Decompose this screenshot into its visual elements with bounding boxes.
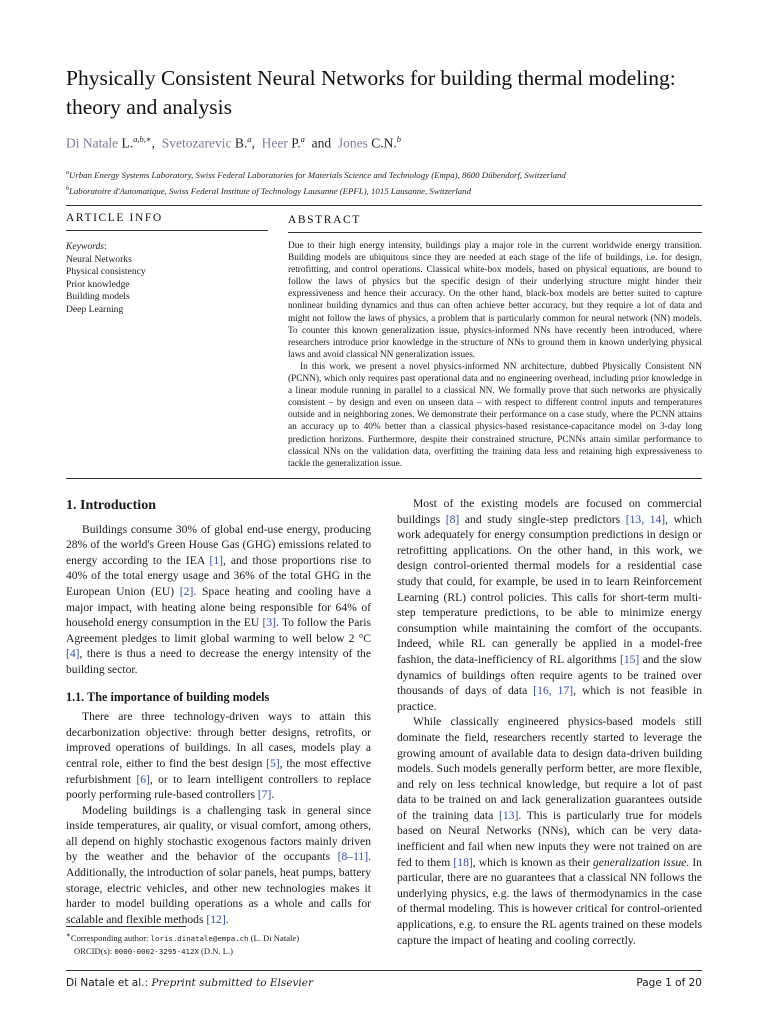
citation-link[interactable]: [6] [136, 772, 150, 786]
text-run: , which work adequately for energy consumption predictions in design or retrofitting applications. On the other hand, in this work, we design control-oriented thermal models for a residential case study that could, for example, be used in to learn Reinforcement Learning (RL) control policies. This calls for short-term multi-step temperature predictions, to be able to minimize energy consumption while maintaining the comfort of the occupants. Indeed, while RL can generally be applied in a model-free fashion, the data-inefficiency of RL algorithms [397, 512, 702, 666]
author-affiliation-mark: b [396, 134, 402, 144]
author-separator: and [304, 135, 338, 151]
keyword-item: Physical consistency [66, 266, 146, 278]
text-run: . Additionally, the introduction of solar panels, heat pumps, battery storage, electric vehicles, and other new technologies makes it harder to model building operations as a whole and calls for scalable and flexible methods [66, 850, 371, 926]
keywords-block: Keywords: Neural Networks Physical consistency Prior knowledge Building models Deep Learning [66, 241, 266, 317]
text-run: , and those proportions rise to 40% of the total energy usage and 36% of the total GHG in the European Union (EU) [66, 553, 371, 598]
abstract-paragraph: Due to their high energy intensity, buildings play a major role in the current worldwide energy transition. Building models are ubiquitous since they are needed at each stage of the life of buildings, i.e. for design, retrofitting, and control operations. Classical white-box models, based on physical equations, are bound to follow the laws of physics but the specific design of their underlying structure might hinder their expressiveness and hence their accuracy. On the other hand, black-box models are better suited to capture nonlinear building dynamics and thus can often achieve better accuracy, but they require a lot of data and might not follow the laws of physics, a problem that is particularly common for neural network (NN) models. To counter this known generalization issue, physics-informed NNs have recently been introduced, where researchers introduce prior knowledge in the structure of NNs to ground them in known underlying physical laws and avoid classical NN generalization issues. [288, 241, 702, 360]
text-run: . Space heating and cooling have a major impact, with heating alone being responsible for 64% of household energy consumption in the EU [66, 584, 371, 630]
author-name: Svetozarevic [161, 135, 235, 151]
keyword-item: Deep Learning [66, 303, 124, 315]
affiliation-line: $^a$Urban Energy Systems Laboratory, Swiss Federal Laboratories for Materials Science and Technology (Empa), 8600 Dübendorf, Switzerland [66, 169, 566, 180]
affiliation-line: $^b$Laboratoire d'Automatique, Swiss Federal Institute of Technology Lausanne (EPFL), 1015 Lausanne, Switzerland [66, 185, 471, 196]
citation-link[interactable]: [18] [453, 855, 473, 869]
article-info-heading: ARTICLE INFO [66, 212, 163, 224]
author-name: Di Natale [66, 135, 122, 151]
corresponding-email[interactable]: loris.dinatale@empa.ch [150, 933, 249, 943]
author-initials: B. [234, 135, 248, 151]
text-run: Modeling buildings is a challenging task in general since inside temperatures, air quality, or visual comfort, among others, all depend on highly stochastic exogenous factors mainly driven by the weather and the behavior of the occupants [66, 803, 371, 864]
text-run: and the slow dynamics of buildings often require agents to be trained over thousands of days of data [397, 652, 702, 698]
text-run: . [271, 788, 275, 802]
text-run: and study single-step predictors [459, 512, 626, 526]
orcid-suffix: (D.N. L.) [198, 945, 234, 956]
author-affiliation-mark: a [247, 134, 252, 144]
keyword-item: Prior knowledge [66, 278, 130, 290]
citation-link[interactable]: [13, 14] [625, 512, 666, 526]
text-run: , the most effective refurbishment [66, 756, 372, 786]
citation-link[interactable]: [12] [206, 912, 226, 926]
footnote-suffix: (L. Di Natale) [248, 932, 300, 943]
author-separator: , [151, 135, 162, 151]
abstract-paragraph: In this work, we present a novel physics-informed NN architecture, dubbed Physically Consistent NN (PCNN), which only requires past operational data and no engineering overhead, including prior knowledge in a linear module running in parallel to a classical NN. We formally prove that such networks are physically consistent – by design and even on unseen data – with respect to different control inputs and temperatures outside and in neighboring zones. We demonstrate their performance on a case study, where the PCNN attains an accuracy up to 40% better than a classical physics-based resistance-capacitance model on 3-day long prediction horizons. Furthermore, despite their constrained structure, PCNNs attain similar performance to classical NNs on the validation data, overfitting the training data less and retaining high expressiveness to tackle the generalization issue. [288, 361, 702, 469]
keyword-item: Neural Networks [66, 253, 132, 265]
header-rule [66, 205, 702, 206]
footnote-label: Corresponding author: [70, 932, 151, 943]
body-paragraph [66, 709, 371, 803]
abstract-rule [288, 232, 702, 233]
author-initials: L. [121, 135, 134, 151]
text-run: Buildings consume 30% of global end-use energy, producing 28% of the world's Green House Gas (GHG) emissions related to energy according to the IEA [66, 522, 371, 567]
text-run: There are three technology-driven ways to attain this decarbonization objective: through better designs, retrofits, or improved operations of buildings. In all cases, models play a central role, either to find the best design [66, 710, 371, 770]
abstract-bottom-rule [66, 478, 702, 479]
page-footer [66, 977, 702, 989]
citation-link[interactable]: [8] [445, 512, 460, 526]
affiliations [66, 166, 706, 198]
body-paragraph [66, 522, 371, 678]
citation-link[interactable]: [13] [498, 808, 519, 822]
body-paragraph [66, 803, 371, 928]
text-run: , which is known as their [472, 855, 593, 869]
author-initials: C.N. [371, 135, 397, 151]
keyword-item: Building models [66, 291, 130, 303]
footnote-mark: ∗ [66, 931, 71, 939]
author-affiliation-mark: a [300, 134, 305, 144]
section-heading: 1. Introduction [66, 498, 156, 513]
article-info-rule [66, 230, 268, 231]
orcid-label: ORCID(s): [74, 945, 115, 956]
page-number: Page 1 of 20 [636, 977, 702, 989]
footnote [66, 929, 371, 958]
footer-journal: Preprint submitted to Elsevier [151, 977, 314, 989]
citation-link[interactable]: [16, 17] [533, 684, 574, 698]
citation-link[interactable]: [8–11] [337, 850, 369, 864]
author-affiliation-mark: a,b,∗ [133, 134, 152, 144]
text-run: , or to learn intelligent controllers to replace poorly performing rule-based controllers [66, 772, 372, 802]
abstract-text [288, 240, 702, 470]
citation-link[interactable]: [5] [266, 756, 280, 770]
text-run: . [225, 912, 229, 926]
paper-title: Physically Consistent Neural Networks for building thermal modeling: theory and analysis [66, 66, 676, 119]
right-column [397, 496, 702, 948]
body-paragraph [397, 714, 702, 948]
text-run: , there is thus a need to decrease the energy intensity of the building sector. [66, 647, 371, 676]
citation-link[interactable]: [4] [66, 647, 80, 661]
citation-link[interactable]: [15] [619, 652, 640, 666]
citation-link[interactable]: [3] [262, 616, 276, 630]
author-name: Heer [261, 135, 292, 151]
text-run: . This is particularly true for models based on Neural Networks (NNs), which can be very data-inefficient and fail when new inputs they were not trained on are fed to them [397, 808, 702, 869]
left-column [66, 498, 371, 927]
author-name: Jones [337, 135, 372, 151]
body-paragraph [397, 496, 702, 714]
author-list [66, 134, 401, 152]
emphasis-text: generalization issue [592, 855, 687, 869]
text-run: . In particular, there are no guarantees that a classical NN follows the underlying physics, e.g. the laws of thermodynamics in the case of thermal modeling. This is however critical for control-oriented applications, e.g. to ensure the RL agents trained on these models capture the impact of heating and cooling correctly. [397, 855, 702, 947]
footer-rule [66, 970, 702, 971]
orcid-id[interactable]: 0000-0002-3295-412X [114, 946, 199, 956]
author-separator: , [251, 135, 262, 151]
text-run: , which is not feasible in practice. [397, 684, 703, 713]
footnote-rule [66, 926, 186, 927]
text-run: . To follow the Paris Agreement pledges to limit global warming to well below 2 °C [66, 616, 371, 645]
text-run: Most of the existing models are focused on commercial buildings [397, 497, 702, 526]
keywords-label: Keywords [66, 241, 105, 252]
subsection-heading: 1.1. The importance of building models [66, 689, 270, 704]
citation-link[interactable]: [1] [209, 553, 224, 567]
text-run: While classically engineered physics-based models still dominate the field, researchers recently started to leverage the growing amount of available data to design data-driven building models. Such models generally perform better, are more flexible, and rely on less technical knowledge, but require a lot of past data to be trained on and lack generalization guarantees outside of the training data [397, 715, 702, 822]
footer-authors: Di Natale et al.: [66, 977, 152, 989]
author-initials: P. [291, 135, 301, 151]
citation-link[interactable]: [7] [257, 788, 272, 802]
citation-link[interactable]: [2] [179, 584, 194, 598]
abstract-heading: ABSTRACT [288, 214, 361, 226]
